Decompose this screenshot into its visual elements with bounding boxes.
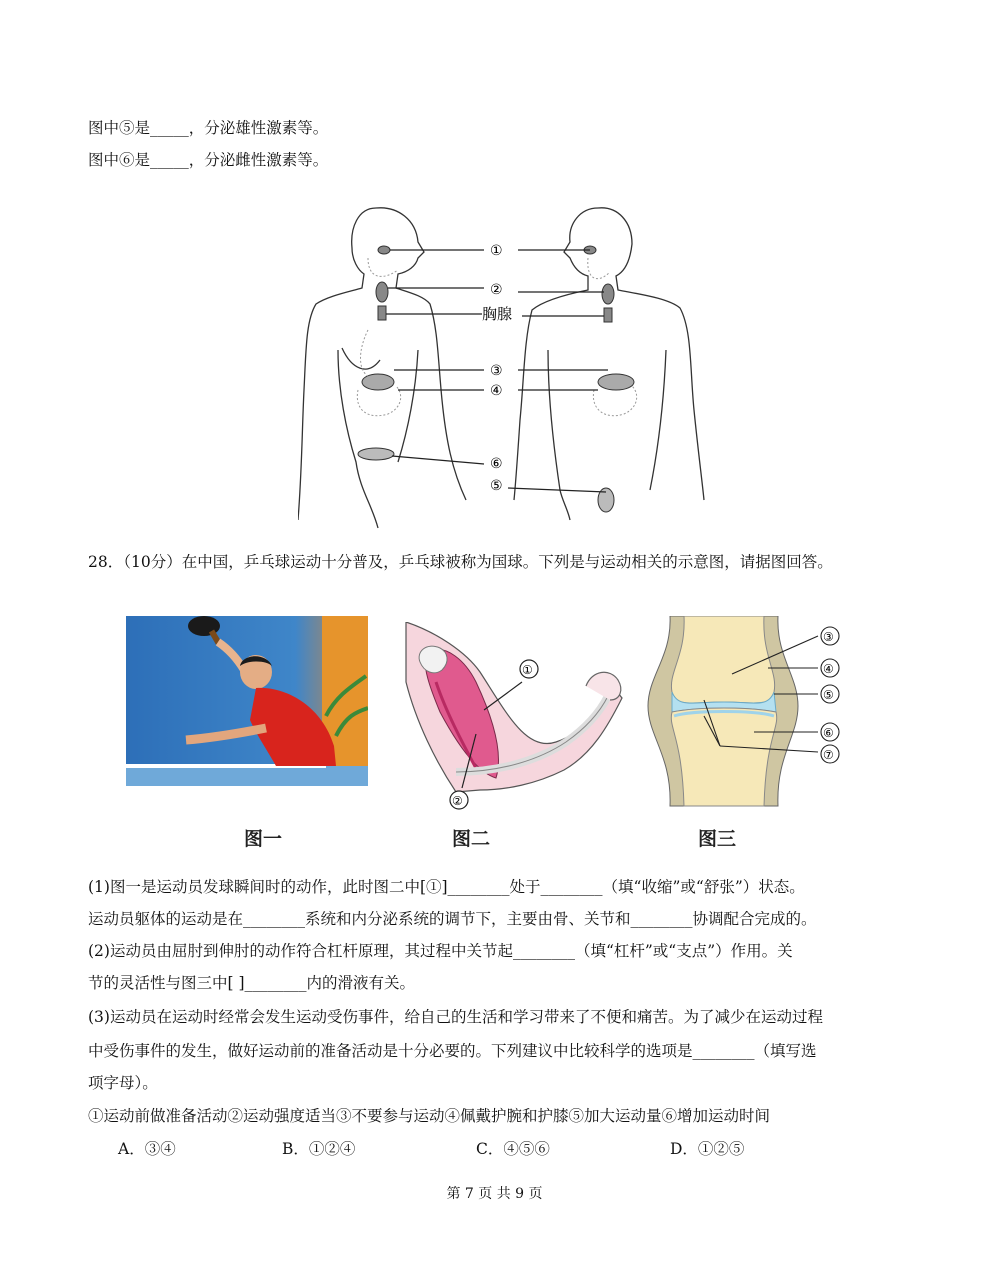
endocrine-label-1: ① [490,243,503,259]
q28-part3-line2: 中受伤事件的发生，做好运动前的准备活动是十分必要的。下列建议中比较科学的选项是________（填写选 [88,1042,817,1060]
q28-part3-line1: (3)运动员在运动时经常会发生运动受伤事件，给自己的生活和学习带来了不便和痛苦。为了减少在运动过程 [88,1008,823,1026]
q28-stem: 28．（10分）在中国，乒乓球运动十分普及，乒乓球被称为国球。下列是与运动相关的示意图，请据图回答。 [88,553,833,571]
q28-part1-line2: 运动员躯体的运动是在________系统和内分泌系统的调节下，主要由骨、关节和________协调配合完成的。 [88,910,817,928]
endocrine-label-thymus: 胸腺 [482,305,513,323]
endocrine-label-2: ② [490,282,503,298]
caption-figure-1: 图一 [244,828,283,850]
caption-figure-3: 图三 [698,828,737,850]
caption-figure-2: 图二 [452,828,491,850]
q27-line-5: 图中⑤是_____，分泌雄性激素等。 [88,119,329,137]
q28-part3-line3: 项字母）。 [88,1074,158,1092]
q28-part1-line1: (1)图一是运动员发球瞬间时的动作，此时图二中[①]________处于________（填“收缩”或“舒张”）状态。 [88,878,805,896]
option-c[interactable]: C．④⑤⑥ [476,1140,550,1158]
endocrine-diagram [298,200,710,530]
endocrine-label-4: ④ [490,383,503,399]
joint-label-4: ④ [823,662,834,676]
endocrine-label-6: ⑥ [490,456,503,472]
figure-1-photo [126,616,368,786]
figure-2-arm [396,622,628,812]
figure-3-joint [642,616,854,808]
page-footer: 第 7 页 共 9 页 [446,1186,543,1202]
joint-label-6: ⑥ [823,726,834,740]
option-d[interactable]: D．①②⑤ [670,1140,745,1158]
arm-label-1: ① [522,663,533,677]
q27-line-6: 图中⑥是_____，分泌雌性激素等。 [88,151,329,169]
joint-label-3: ③ [823,630,834,644]
q28-suggestions: ①运动前做准备活动②运动强度适当③不要参与运动④佩戴护腕和护膝⑤加大运动量⑥增加运动时间 [88,1107,771,1125]
q28-part2-line1: (2)运动员由屈肘到伸肘的动作符合杠杆原理，其过程中关节起________（填“杠杆”或“支点”）作用。关 [88,942,793,960]
joint-label-5: ⑤ [823,688,834,702]
endocrine-label-3: ③ [490,363,503,379]
joint-label-7: ⑦ [823,748,834,762]
endocrine-label-5: ⑤ [490,478,503,494]
option-b[interactable]: B．①②④ [282,1140,356,1158]
arm-label-2: ② [452,794,463,808]
q28-part2-line2: 节的灵活性与图三中[ ]________内的滑液有关。 [88,974,416,992]
option-a[interactable]: A．③④ [118,1140,176,1158]
